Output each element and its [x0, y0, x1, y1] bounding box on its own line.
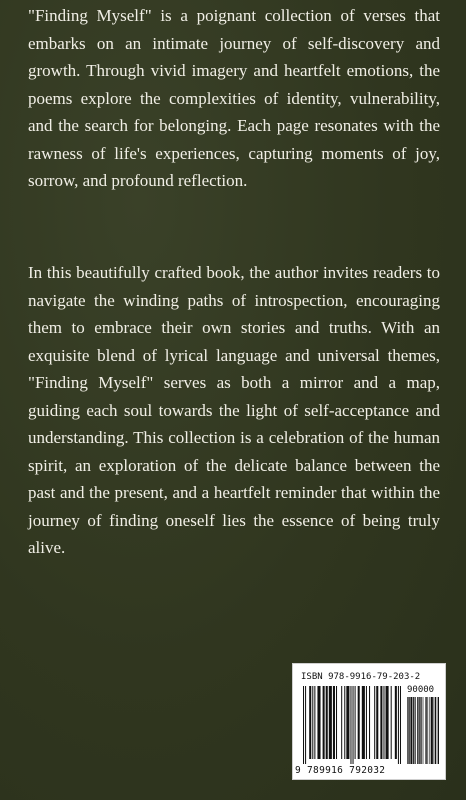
barcode-bar	[305, 686, 306, 764]
barcode-bar	[380, 686, 382, 759]
barcode-bar	[303, 686, 304, 764]
barcode-bar	[344, 686, 345, 759]
barcode-bar	[435, 697, 436, 764]
barcode-bar	[326, 686, 328, 759]
barcode-bar	[374, 686, 375, 759]
ean-barcode-bars	[303, 686, 401, 764]
barcode-bar	[419, 697, 420, 764]
barcode-bar	[314, 686, 315, 759]
barcode-bar	[329, 686, 332, 759]
barcode-bar	[386, 686, 389, 759]
barcode-bar	[427, 697, 428, 764]
barcode-bar	[336, 686, 337, 759]
barcode-bar	[312, 686, 313, 759]
barcode-bar	[413, 697, 414, 764]
barcode-bar	[362, 686, 365, 759]
barcode-bar	[395, 686, 397, 759]
ean-digits: 9 789916 792032	[295, 765, 386, 776]
barcode-bar	[333, 686, 335, 759]
barcode-bar	[400, 686, 401, 764]
barcode-bar	[341, 686, 342, 759]
barcode-bar	[383, 686, 384, 759]
barcode-bar	[366, 686, 367, 759]
barcode-bar	[358, 686, 360, 759]
barcode-bar	[438, 697, 439, 764]
barcode-bar	[317, 686, 320, 759]
barcode-bar	[429, 697, 430, 764]
barcode-bar	[434, 697, 435, 764]
barcode-bar	[376, 686, 378, 759]
barcode-bar	[423, 697, 424, 764]
barcode-bar	[417, 697, 418, 764]
addon-barcode-bars	[407, 697, 439, 764]
barcode-bar	[309, 686, 311, 759]
barcode-bar	[350, 686, 351, 764]
barcode-bar	[355, 686, 356, 759]
blurb-paragraph-1: "Finding Myself" is a poignant collection of verses that embarks on an intimate journey of self-discovery and growth. Through vivid imagery and heartfelt emotions, the poems explore the complexities of identity, vulnerability, and the search for belonging. Each page resonates with the rawness of life's experiences, capturing moments of joy, sorrow, and profound reflection.	[28, 6, 440, 190]
barcode-bar	[391, 686, 392, 759]
barcode-bar	[410, 697, 412, 764]
barcode-bar	[431, 697, 433, 764]
isbn-barcode	[292, 663, 446, 780]
barcode-bar	[408, 697, 409, 764]
barcode-bar	[415, 697, 416, 764]
isbn-label: ISBN 978-9916-79-203-2	[301, 672, 421, 682]
barcode-bar	[323, 686, 325, 759]
barcode-bar	[421, 697, 422, 764]
barcode-bar	[425, 697, 426, 764]
barcode-bar	[398, 686, 399, 764]
blurb-paragraph-2: In this beautifully crafted book, the author invites readers to navigate the winding paths of introspection, encouraging them to embrace their own stories and truths. With an exquisite blend of lyrical language and universal themes, "Finding Myself" serves as both a mirror and a map, guiding each soul towards the light of self-acceptance and understanding. This collection is a celebration of the human spirit, an exploration of the delicate balance between the past and the present, and a heartfelt reminder that within the journey of finding oneself lies the essence of being truly alive.	[28, 263, 440, 557]
barcode-bar	[369, 686, 370, 759]
barcode-bar	[407, 697, 408, 764]
price-addon-number: 90000	[407, 685, 435, 695]
barcode-bar	[353, 686, 354, 764]
barcode-bar	[346, 686, 349, 759]
